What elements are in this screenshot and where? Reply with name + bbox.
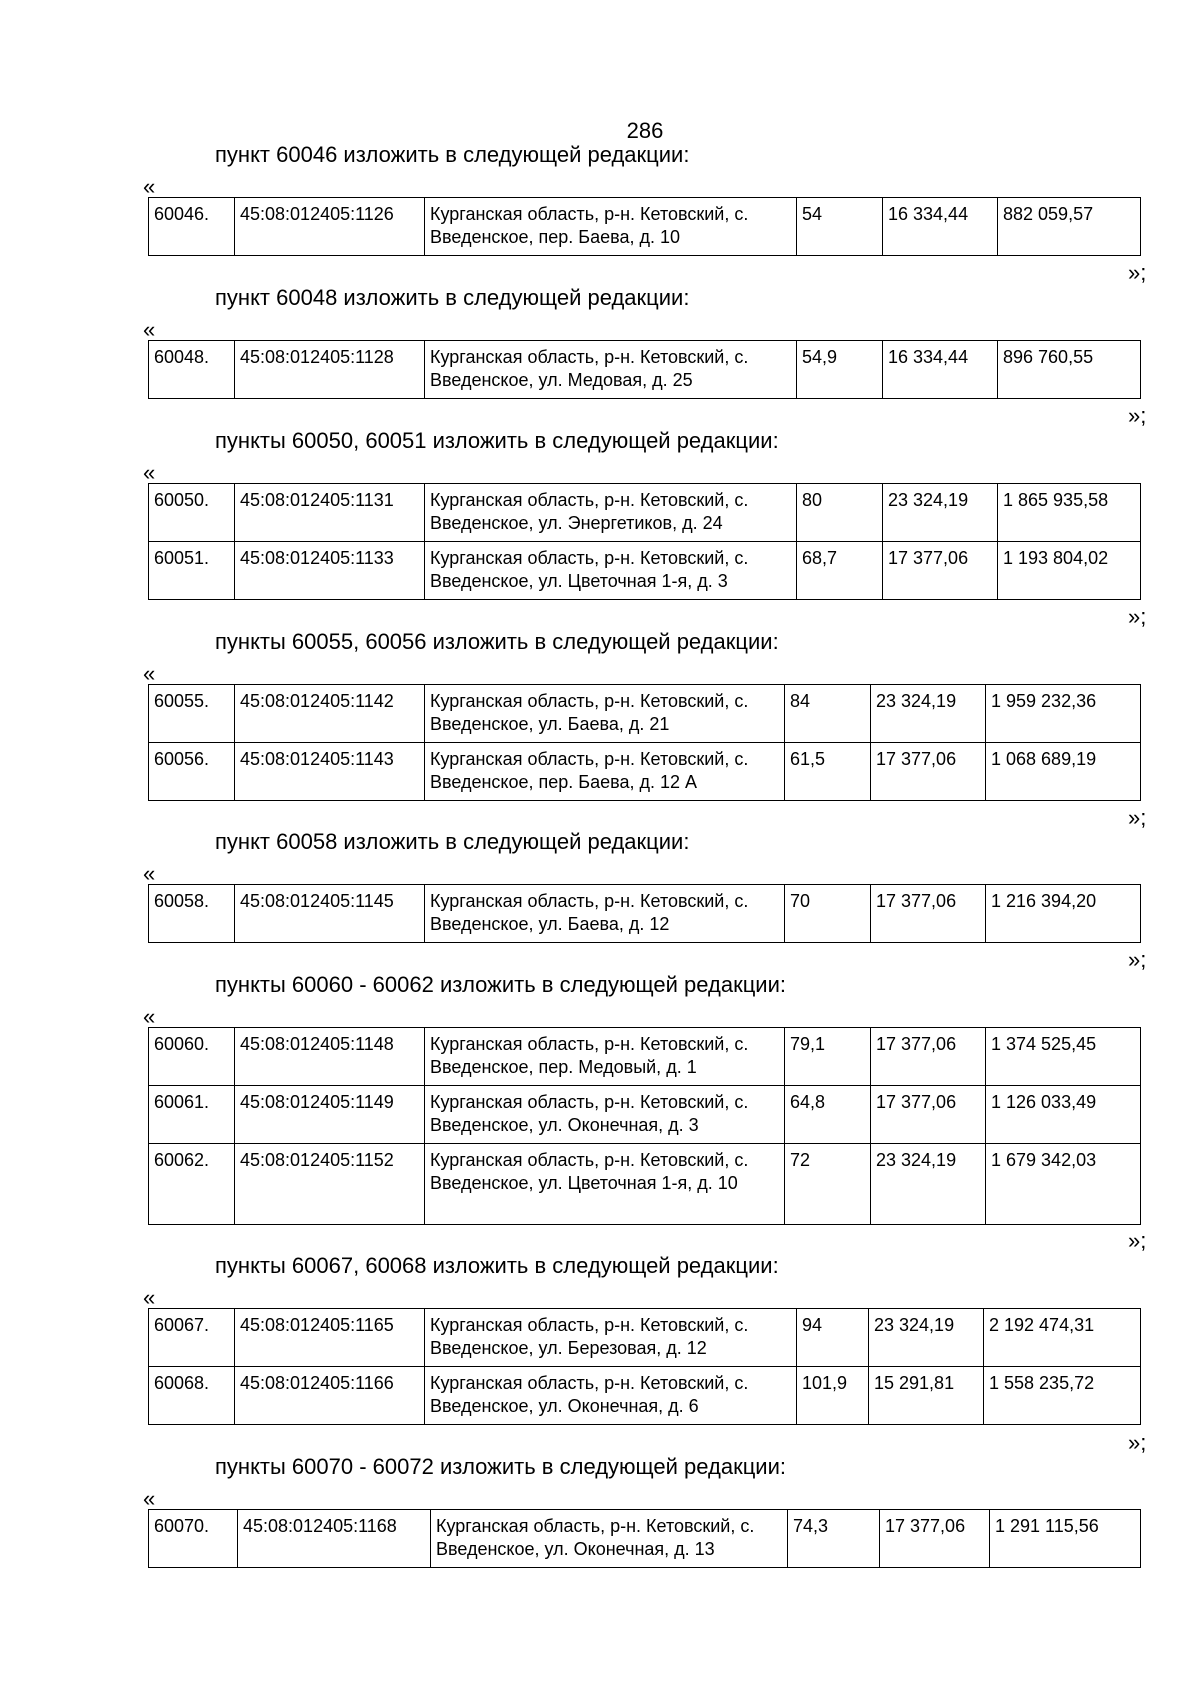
address-cell: Курганская область, р-н. Кетовский, с. Введенское, ул. Цветочная 1-я, д. 10 (425, 1144, 785, 1225)
value-cell: 896 760,55 (998, 341, 1141, 399)
entries-table (148, 1027, 1141, 1225)
cadastral-number-cell: 45:08:012405:1126 (235, 198, 425, 256)
value-cell: 1 068 689,19 (986, 743, 1141, 801)
entries-table (148, 483, 1141, 600)
address-cell: Курганская область, р-н. Кетовский, с. Введенское, ул. Оконечная, д. 13 (431, 1510, 788, 1568)
section-heading: пункты 60050, 60051 изложить в следующей редакции: (215, 428, 779, 453)
value-cell: 1 126 033,49 (986, 1086, 1141, 1144)
table-row (149, 484, 1141, 542)
closing-quote: »; (1128, 604, 1147, 629)
opening-quote: « (143, 1486, 156, 1511)
section-heading: пункты 60070 - 60072 изложить в следующей редакции: (215, 1454, 787, 1479)
table-row (149, 1144, 1141, 1225)
row-number-cell: 60048. (149, 341, 235, 399)
area-cell: 94 (797, 1309, 869, 1367)
entries-table (148, 1509, 1141, 1568)
section-heading: пункт 60058 изложить в следующей редакции: (215, 829, 690, 854)
area-cell: 54 (797, 198, 883, 256)
entries-table (148, 340, 1141, 399)
cadastral-number-cell: 45:08:012405:1168 (238, 1510, 431, 1568)
cadastral-number-cell: 45:08:012405:1145 (235, 885, 425, 943)
cadastral-number-cell: 45:08:012405:1142 (235, 685, 425, 743)
closing-quote: »; (1128, 1430, 1147, 1455)
value-cell: 1 959 232,36 (986, 685, 1141, 743)
section-heading: пункты 60067, 60068 изложить в следующей редакции: (215, 1253, 779, 1278)
area-cell: 70 (785, 885, 871, 943)
cadastral-number-cell: 45:08:012405:1133 (235, 542, 425, 600)
entries-table (148, 197, 1141, 256)
cadastral-number-cell: 45:08:012405:1149 (235, 1086, 425, 1144)
opening-quote: « (143, 1285, 156, 1310)
row-number-cell: 60068. (149, 1367, 235, 1425)
table-row (149, 685, 1141, 743)
value-cell: 1 374 525,45 (986, 1028, 1141, 1086)
address-cell: Курганская область, р-н. Кетовский, с. Введенское, пер. Баева, д. 12 А (425, 743, 785, 801)
area-cell: 68,7 (797, 542, 883, 600)
cadastral-number-cell: 45:08:012405:1128 (235, 341, 425, 399)
price-cell: 23 324,19 (871, 685, 986, 743)
area-cell: 101,9 (797, 1367, 869, 1425)
address-cell: Курганская область, р-н. Кетовский, с. Введенское, ул. Оконечная, д. 3 (425, 1086, 785, 1144)
area-cell: 61,5 (785, 743, 871, 801)
area-cell: 54,9 (797, 341, 883, 399)
area-cell: 80 (797, 484, 883, 542)
price-cell: 17 377,06 (871, 743, 986, 801)
opening-quote: « (143, 174, 156, 199)
table-row (149, 885, 1141, 943)
price-cell: 17 377,06 (880, 1510, 990, 1568)
address-cell: Курганская область, р-н. Кетовский, с. Введенское, ул. Медовая, д. 25 (425, 341, 797, 399)
closing-quote: »; (1128, 403, 1147, 428)
price-cell: 17 377,06 (871, 1028, 986, 1086)
closing-quote: »; (1128, 947, 1147, 972)
price-cell: 16 334,44 (883, 198, 998, 256)
value-cell: 2 192 474,31 (984, 1309, 1141, 1367)
table-row (149, 542, 1141, 600)
closing-quote: »; (1128, 260, 1147, 285)
cadastral-number-cell: 45:08:012405:1131 (235, 484, 425, 542)
opening-quote: « (143, 661, 156, 686)
cadastral-number-cell: 45:08:012405:1165 (235, 1309, 425, 1367)
entries-table (148, 1308, 1141, 1425)
row-number-cell: 60046. (149, 198, 235, 256)
price-cell: 23 324,19 (871, 1144, 986, 1225)
row-number-cell: 60060. (149, 1028, 235, 1086)
section-heading: пункт 60048 изложить в следующей редакции: (215, 285, 690, 310)
value-cell: 1 216 394,20 (986, 885, 1141, 943)
row-number-cell: 60067. (149, 1309, 235, 1367)
entries-table (148, 884, 1141, 943)
page-number: 286 (626, 118, 664, 143)
row-number-cell: 60056. (149, 743, 235, 801)
cadastral-number-cell: 45:08:012405:1166 (235, 1367, 425, 1425)
row-number-cell: 60051. (149, 542, 235, 600)
row-number-cell: 60055. (149, 685, 235, 743)
address-cell: Курганская область, р-н. Кетовский, с. Введенское, пер. Медовый, д. 1 (425, 1028, 785, 1086)
area-cell: 72 (785, 1144, 871, 1225)
area-cell: 79,1 (785, 1028, 871, 1086)
entries-table (148, 684, 1141, 801)
value-cell: 1 558 235,72 (984, 1367, 1141, 1425)
value-cell: 1 291 115,56 (990, 1510, 1141, 1568)
value-cell: 1 679 342,03 (986, 1144, 1141, 1225)
area-cell: 74,3 (788, 1510, 880, 1568)
address-cell: Курганская область, р-н. Кетовский, с. Введенское, ул. Баева, д. 12 (425, 885, 785, 943)
closing-quote: »; (1128, 1228, 1147, 1253)
price-cell: 17 377,06 (871, 885, 986, 943)
address-cell: Курганская область, р-н. Кетовский, с. Введенское, ул. Баева, д. 21 (425, 685, 785, 743)
cadastral-number-cell: 45:08:012405:1143 (235, 743, 425, 801)
row-number-cell: 60050. (149, 484, 235, 542)
cadastral-number-cell: 45:08:012405:1148 (235, 1028, 425, 1086)
table-row (149, 1309, 1141, 1367)
price-cell: 17 377,06 (883, 542, 998, 600)
row-number-cell: 60058. (149, 885, 235, 943)
area-cell: 84 (785, 685, 871, 743)
value-cell: 1 865 935,58 (998, 484, 1141, 542)
section-heading: пункты 60055, 60056 изложить в следующей редакции: (215, 629, 779, 654)
price-cell: 23 324,19 (869, 1309, 984, 1367)
price-cell: 23 324,19 (883, 484, 998, 542)
row-number-cell: 60070. (149, 1510, 238, 1568)
address-cell: Курганская область, р-н. Кетовский, с. Введенское, ул. Оконечная, д. 6 (425, 1367, 797, 1425)
address-cell: Курганская область, р-н. Кетовский, с. Введенское, пер. Баева, д. 10 (425, 198, 797, 256)
opening-quote: « (143, 460, 156, 485)
opening-quote: « (143, 317, 156, 342)
price-cell: 17 377,06 (871, 1086, 986, 1144)
opening-quote: « (143, 861, 156, 886)
row-number-cell: 60061. (149, 1086, 235, 1144)
price-cell: 16 334,44 (883, 341, 998, 399)
opening-quote: « (143, 1004, 156, 1029)
area-cell: 64,8 (785, 1086, 871, 1144)
table-row (149, 341, 1141, 399)
address-cell: Курганская область, р-н. Кетовский, с. Введенское, ул. Цветочная 1-я, д. 3 (425, 542, 797, 600)
table-row (149, 743, 1141, 801)
closing-quote: »; (1128, 805, 1147, 830)
table-row (149, 1028, 1141, 1086)
section-heading: пункт 60046 изложить в следующей редакции: (215, 142, 690, 167)
value-cell: 1 193 804,02 (998, 542, 1141, 600)
table-row (149, 1086, 1141, 1144)
price-cell: 15 291,81 (869, 1367, 984, 1425)
table-row (149, 1367, 1141, 1425)
value-cell: 882 059,57 (998, 198, 1141, 256)
address-cell: Курганская область, р-н. Кетовский, с. Введенское, ул. Энергетиков, д. 24 (425, 484, 797, 542)
table-row (149, 198, 1141, 256)
table-row (149, 1510, 1141, 1568)
row-number-cell: 60062. (149, 1144, 235, 1225)
cadastral-number-cell: 45:08:012405:1152 (235, 1144, 425, 1225)
section-heading: пункты 60060 - 60062 изложить в следующей редакции: (215, 972, 787, 997)
address-cell: Курганская область, р-н. Кетовский, с. Введенское, ул. Березовая, д. 12 (425, 1309, 797, 1367)
